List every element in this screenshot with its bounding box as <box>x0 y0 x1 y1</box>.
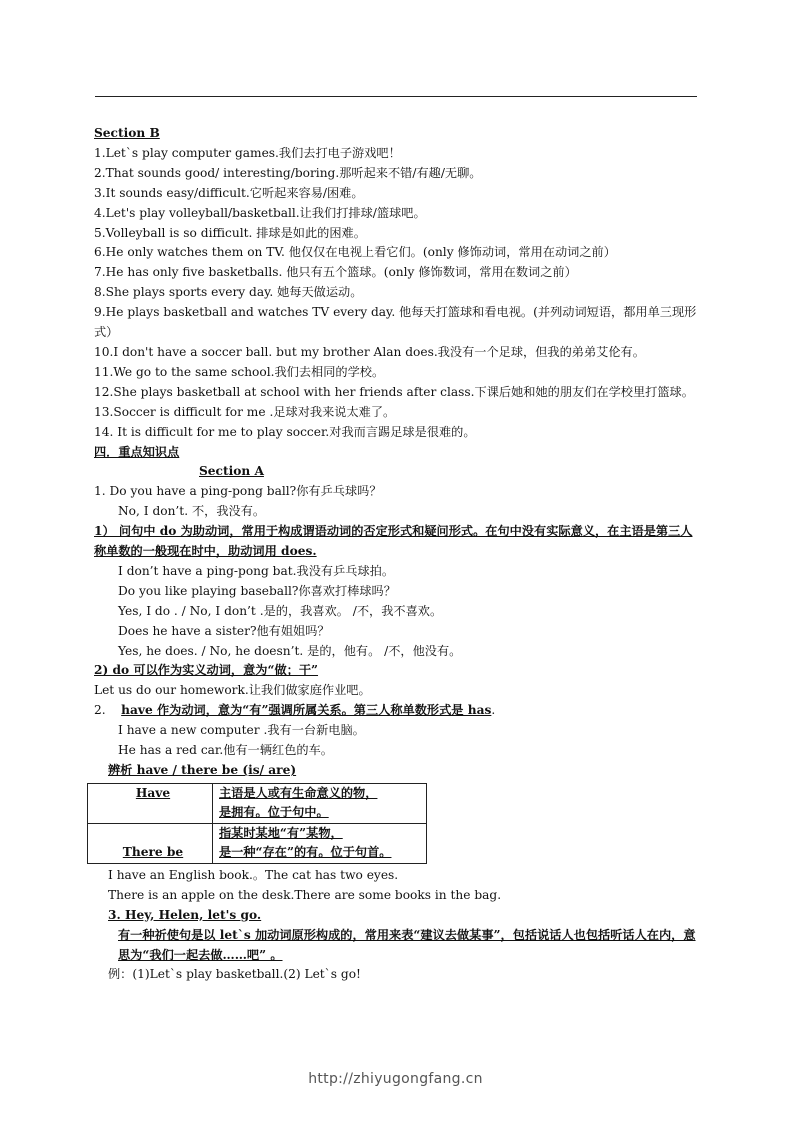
sentence: 4.Let's play volleyball/basketball.让我们打排球/篮球吧。 <box>94 205 426 220</box>
item2-text: have 作为动词，意为“有”强调所属关系。第三人称单数形式是 has <box>121 703 492 718</box>
sentence: 11.We go to the same school.我们去相同的学校。 <box>94 364 385 379</box>
sentence: 13.Soccer is difficult for me .足球对我来说太难了。 <box>94 404 396 419</box>
table-desc-line: 是一种“存在”的有。位于句首。 <box>219 845 392 860</box>
example-line: Does he have a sister?他有姐姐吗？ <box>118 623 330 638</box>
item3-example: 例：(1)Let`s play basketball.(2) Let`s go! <box>108 967 361 982</box>
table-row <box>88 823 427 863</box>
note2-example: Let us do our homework.让我们做家庭作业吧。 <box>94 683 371 698</box>
sentence: 10.I don't have a soccer ball. but my brother Alan does.我没有一个足球，但我的弟弟艾伦有。 <box>94 344 645 359</box>
item2-number: 2. <box>94 703 106 718</box>
table-key-cell <box>88 783 213 823</box>
compare-title: 辨析 have / there be (is/ are) <box>108 763 297 777</box>
document-body <box>94 124 702 985</box>
table-desc-cell <box>213 783 427 823</box>
example-line: I don’t have a ping-pong bat.我没有乒乓球拍。 <box>118 563 395 578</box>
example-line: Do you like playing baseball?你喜欢打棒球吗？ <box>118 583 396 598</box>
table-desc-line: 指某时某地“有”某物， <box>219 825 343 840</box>
section-b-heading: Section B <box>94 126 160 140</box>
table-desc-line: 是拥有。位于句中。 <box>219 805 329 820</box>
item2 <box>94 701 702 721</box>
sentence: 1.Let`s play computer games.我们去打电子游戏吧！ <box>94 145 401 160</box>
example-line: I have an English book.。The cat has two eyes. <box>108 867 399 882</box>
item3-title: 3. Hey, Helen, let's go. <box>108 907 262 922</box>
sentence: 6.He only watches them on TV. 他仅仅在电视上看它们。(only 修饰动词，常用在动词之前） <box>94 245 616 260</box>
compare-heading <box>94 761 702 781</box>
example-line: There is an apple on the desk.There are some books in the bag. <box>108 887 502 902</box>
footer-url: http://zhiyugongfang.cn <box>308 1071 483 1087</box>
sentence: 9.He plays basketball and watches TV every day. 他每天打篮球和看电视。(并列动词短语，都用单三现形式） <box>94 305 697 340</box>
sentence: 3.It sounds easy/difficult.它听起来容易/困难。 <box>94 185 364 200</box>
sentence: 2.That sounds good/ interesting/boring.那听起来不错/有趣/无聊。 <box>94 165 482 180</box>
item3-note: 有一种祈使句是以 let`s 加动词原形构成的，常用来表“建议去做某事”，包括说话人也包括听话人在内，意思为“我们一起去做……吧” 。 <box>118 927 696 962</box>
example-line: I have a new computer .我有一台新电脑。 <box>118 723 365 738</box>
example-line: Yes, I do . / No, I don’t .是的，我喜欢。 /不，我不喜欢。 <box>118 603 443 618</box>
table-desc-cell <box>213 823 427 863</box>
table-key: There be <box>122 845 184 860</box>
sentence: 7.He has only five basketballs. 他只有五个篮球。(only 修饰数词，常用在数词之前） <box>94 265 577 280</box>
section-a-heading: Section A <box>199 464 264 479</box>
table-key-cell <box>88 823 213 863</box>
sentence: 12.She plays basketball at school with her friends after class.下课后她和她的朋友们在学校里打篮球。 <box>94 384 694 399</box>
header-rule <box>95 96 697 97</box>
item1-question: 1. Do you have a ping-pong ball?你有乒乓球吗？ <box>94 484 382 499</box>
note1: 1） 问句中 do 为助动词，常用于构成谓语动词的否定形式和疑问形式。在句中没有实际意义，在主语是第三人称单数的一般现在时中，助动词用 does. <box>94 524 693 559</box>
section-b-sentences <box>94 144 702 443</box>
item2-tail: . <box>491 703 496 718</box>
item1-answer: No, I don’t. 不，我没有。 <box>118 504 266 519</box>
table-key: Have <box>135 785 171 800</box>
note2: 2) do 可以作为实义动词，意为“做；干” <box>94 663 319 678</box>
sentence: 14. It is difficult for me to play soccer.对我而言踢足球是很难的。 <box>94 424 476 439</box>
example-line: He has a red car.他有一辆红色的车。 <box>118 743 333 758</box>
key-points-heading: 四．重点知识点 <box>94 444 180 459</box>
table-row <box>88 783 427 823</box>
table-desc-line: 主语是人或有生命意义的物， <box>219 785 378 800</box>
example-line: Yes, he does. / No, he doesn’t. 是的，他有。 /不，他没有。 <box>118 643 462 658</box>
comparison-table <box>87 783 427 864</box>
sentence: 8.She plays sports every day. 她每天做运动。 <box>94 285 363 300</box>
note1-examples <box>94 562 702 662</box>
sentence: 5.Volleyball is so difficult. 排球是如此的困难。 <box>94 225 366 240</box>
